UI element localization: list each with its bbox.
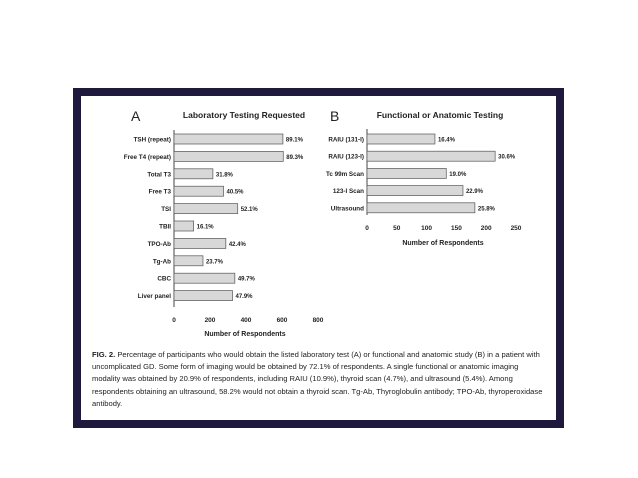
panel-a-data-label: 42.4% xyxy=(228,241,246,248)
panel-b-data-label: 19.0% xyxy=(449,171,467,178)
panel-b-data-label: 22.9% xyxy=(465,189,483,196)
panel-b-x-tick: 200 xyxy=(480,225,492,232)
panel-a-bar xyxy=(174,273,235,283)
panel-a-x-tick: 800 xyxy=(312,317,324,324)
panel-a-category-label: TBII xyxy=(159,223,171,231)
panel-b-x-tick: 50 xyxy=(393,225,401,232)
panel-a-category-label: Free T4 (repeat) xyxy=(123,153,171,161)
panel-a-bar xyxy=(174,151,283,161)
caption-label: FIG. 2. xyxy=(92,350,116,359)
panel-a-data-label: 31.8% xyxy=(215,172,233,179)
panel-a-category-label: TSH (repeat) xyxy=(133,136,171,144)
panel-a-data-label: 89.3% xyxy=(286,154,304,161)
panel-a-category-label: TSI xyxy=(161,206,171,214)
figure-caption xyxy=(92,349,547,410)
panel-b-x-tick: 250 xyxy=(510,225,522,232)
panel-a-data-label: 47.9% xyxy=(235,294,253,301)
panel-b-title: Functional or Anatomic Testing xyxy=(376,110,504,120)
panel-a-category-label: Liver panel xyxy=(137,293,171,301)
panel-b-letter: B xyxy=(330,108,340,124)
panel-b-bar xyxy=(367,203,475,213)
panel-b-x-tick: 0 xyxy=(365,225,369,232)
panel-a-bar xyxy=(174,238,226,248)
panel-a-bar xyxy=(174,256,203,266)
panel-b-category-label: Tc 99m Scan xyxy=(325,170,364,178)
panel-b-bar xyxy=(367,186,463,196)
panel-b-data-label: 25.8% xyxy=(477,206,495,213)
panel-a-bar xyxy=(174,186,224,196)
panel-b-category-label: RAIU (123-I) xyxy=(328,153,364,161)
panel-b-category-label: RAIU (131-I) xyxy=(328,136,364,144)
panel-a-data-label: 89.1% xyxy=(285,137,303,144)
panel-b-data-label: 16.4% xyxy=(437,137,455,144)
panel-a-x-tick: 200 xyxy=(204,317,216,324)
caption-text: Percentage of participants who would obtain the listed laboratory test (A) or functional and anatomic study (B) in a patient with uncomplicated GD. Some form of imaging would be obtained by 72.1% of respondents. A single functional or anatomic imaging modality was obtained by 20.9% of respondents, including RAIU (10.9%), thyroid scan (4.7%), and ultrasound (5.4%). Among respondents obtaining an ultrasound, 58.2% would not obtain a thyroid scan. Tg-Ab, Thyroglobulin antibody; TPO-Ab, thyroperoxidase antibody. xyxy=(92,350,543,408)
panel-a-data-label: 40.5% xyxy=(226,189,244,196)
panel-b-x-tick: 100 xyxy=(421,225,433,232)
panel-b-xlabel: Number of Respondents xyxy=(402,240,484,247)
panel-a-category-label: Total T3 xyxy=(147,171,171,179)
panel-b-bar xyxy=(367,168,446,178)
panel-a-x-tick: 600 xyxy=(276,317,288,324)
panel-a-bar xyxy=(174,204,238,214)
panel-b-bar xyxy=(367,134,435,144)
panel-a-xlabel: Number of Respondents xyxy=(204,331,286,338)
panel-a-x-tick: 400 xyxy=(240,317,252,324)
panel-a-category-label: Tg-Ab xyxy=(152,258,171,266)
panel-a-letter: A xyxy=(131,108,141,124)
panel-a-category-label: TPO-Ab xyxy=(147,240,171,248)
panel-a-category-label: Free T3 xyxy=(148,188,171,196)
panel-b-bar xyxy=(367,151,495,161)
panel-a-data-label: 16.1% xyxy=(196,224,214,231)
panel-a-bar xyxy=(174,291,233,301)
panel-a-data-label: 52.1% xyxy=(240,207,258,214)
panel-b-x-tick: 150 xyxy=(450,225,462,232)
panel-a-bar xyxy=(174,221,194,231)
panel-b-data-label: 30.6% xyxy=(498,154,516,161)
panel-a-data-label: 23.7% xyxy=(205,259,223,266)
panel-a-bar xyxy=(174,169,213,179)
panel-b-category-label: 123-I Scan xyxy=(332,188,364,196)
panel-a-title: Laboratory Testing Requested xyxy=(182,110,306,120)
panel-a-x-tick: 0 xyxy=(172,317,176,324)
panel-a-bar xyxy=(174,134,283,144)
panel-b-category-label: Ultrasound xyxy=(330,205,364,213)
panel-a-data-label: 49.7% xyxy=(237,276,255,283)
panel-a-category-label: CBC xyxy=(157,275,171,283)
